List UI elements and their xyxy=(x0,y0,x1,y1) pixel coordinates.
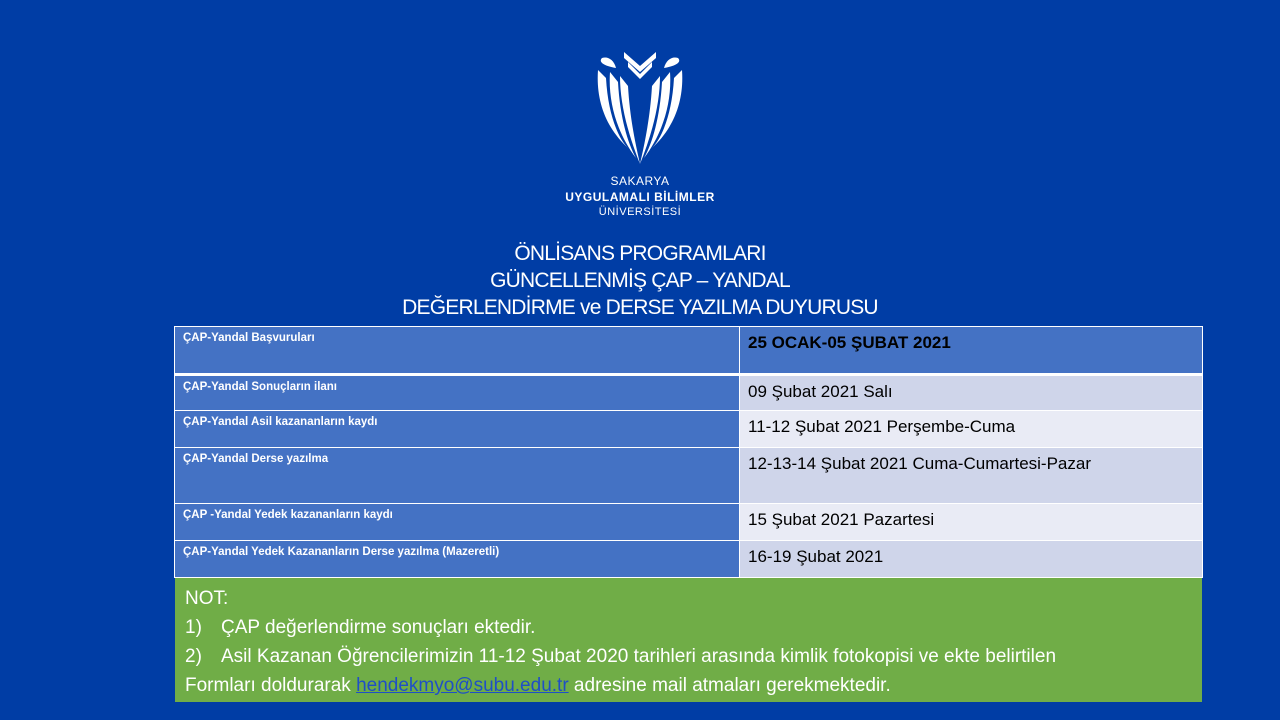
university-logo xyxy=(540,48,740,218)
note-box xyxy=(175,578,1202,702)
schedule-label: ÇAP-Yandal Başvuruları xyxy=(175,327,740,375)
note-item-2-continuation xyxy=(185,671,1192,700)
note-item-1 xyxy=(185,613,1192,642)
logo-text-universitesi: ÜNİVERSİTESİ xyxy=(598,206,682,218)
schedule-label: ÇAP-Yandal Asil kazananların kaydı xyxy=(175,411,740,448)
table-row xyxy=(175,448,1203,504)
schedule-value: 12-13-14 Şubat 2021 Cuma-Cumartesi-Pazar xyxy=(740,448,1203,504)
schedule-value: 15 Şubat 2021 Pazartesi xyxy=(740,504,1203,541)
note-item-2-cont-before: Formları doldurarak xyxy=(185,675,357,696)
note-heading: NOT: xyxy=(185,588,229,609)
announcement-title xyxy=(240,240,1040,321)
note-item-1-number: 1) xyxy=(185,617,202,638)
table-row xyxy=(175,411,1203,448)
schedule-label: ÇAP-Yandal Yedek Kazananların Derse yazılma (Mazeretli) xyxy=(175,541,740,578)
table-row xyxy=(175,375,1203,411)
table-row xyxy=(175,327,1203,375)
title-line-3: DEĞERLENDİRME ve DERSE YAZILMA DUYURUSU xyxy=(402,296,878,319)
note-item-2-cont-after: adresine mail atmaları gerekmektedir. xyxy=(568,675,891,696)
email-link[interactable]: hendekmyo@subu.edu.tr xyxy=(356,675,569,696)
table-row xyxy=(175,541,1203,578)
schedule-label: ÇAP-Yandal Derse yazılma xyxy=(175,448,740,504)
tulip-logo-icon xyxy=(594,48,686,166)
schedule-value: 09 Şubat 2021 Salı xyxy=(740,375,1203,411)
note-item-2-number: 2) xyxy=(185,646,202,667)
schedule-value: 11-12 Şubat 2021 Perşembe-Cuma xyxy=(740,411,1203,448)
note-item-1-text: ÇAP değerlendirme sonuçları ektedir. xyxy=(221,617,536,638)
schedule-label: ÇAP-Yandal Sonuçların ilanı xyxy=(175,375,740,411)
note-item-2-text: Asil Kazanan Öğrencilerimizin 11-12 Şubat 2020 tarihleri arasında kimlik fotokopisi ve ekte belirtilen xyxy=(221,646,1057,667)
table-row xyxy=(175,504,1203,541)
schedule-label: ÇAP -Yandal Yedek kazananların kaydı xyxy=(175,504,740,541)
title-line-1: ÖNLİSANS PROGRAMLARI xyxy=(514,242,766,265)
logo-text-uygulamali: UYGULAMALI BİLİMLER xyxy=(565,190,715,204)
schedule-value: 16-19 Şubat 2021 xyxy=(740,541,1203,578)
logo-text-sakarya: SAKARYA xyxy=(610,174,670,188)
title-line-2: GÜNCELLENMİŞ ÇAP – YANDAL xyxy=(490,269,790,292)
schedule-table xyxy=(174,326,1203,578)
schedule-value: 25 OCAK-05 ŞUBAT 2021 xyxy=(740,327,1203,375)
note-item-2 xyxy=(185,642,1192,671)
